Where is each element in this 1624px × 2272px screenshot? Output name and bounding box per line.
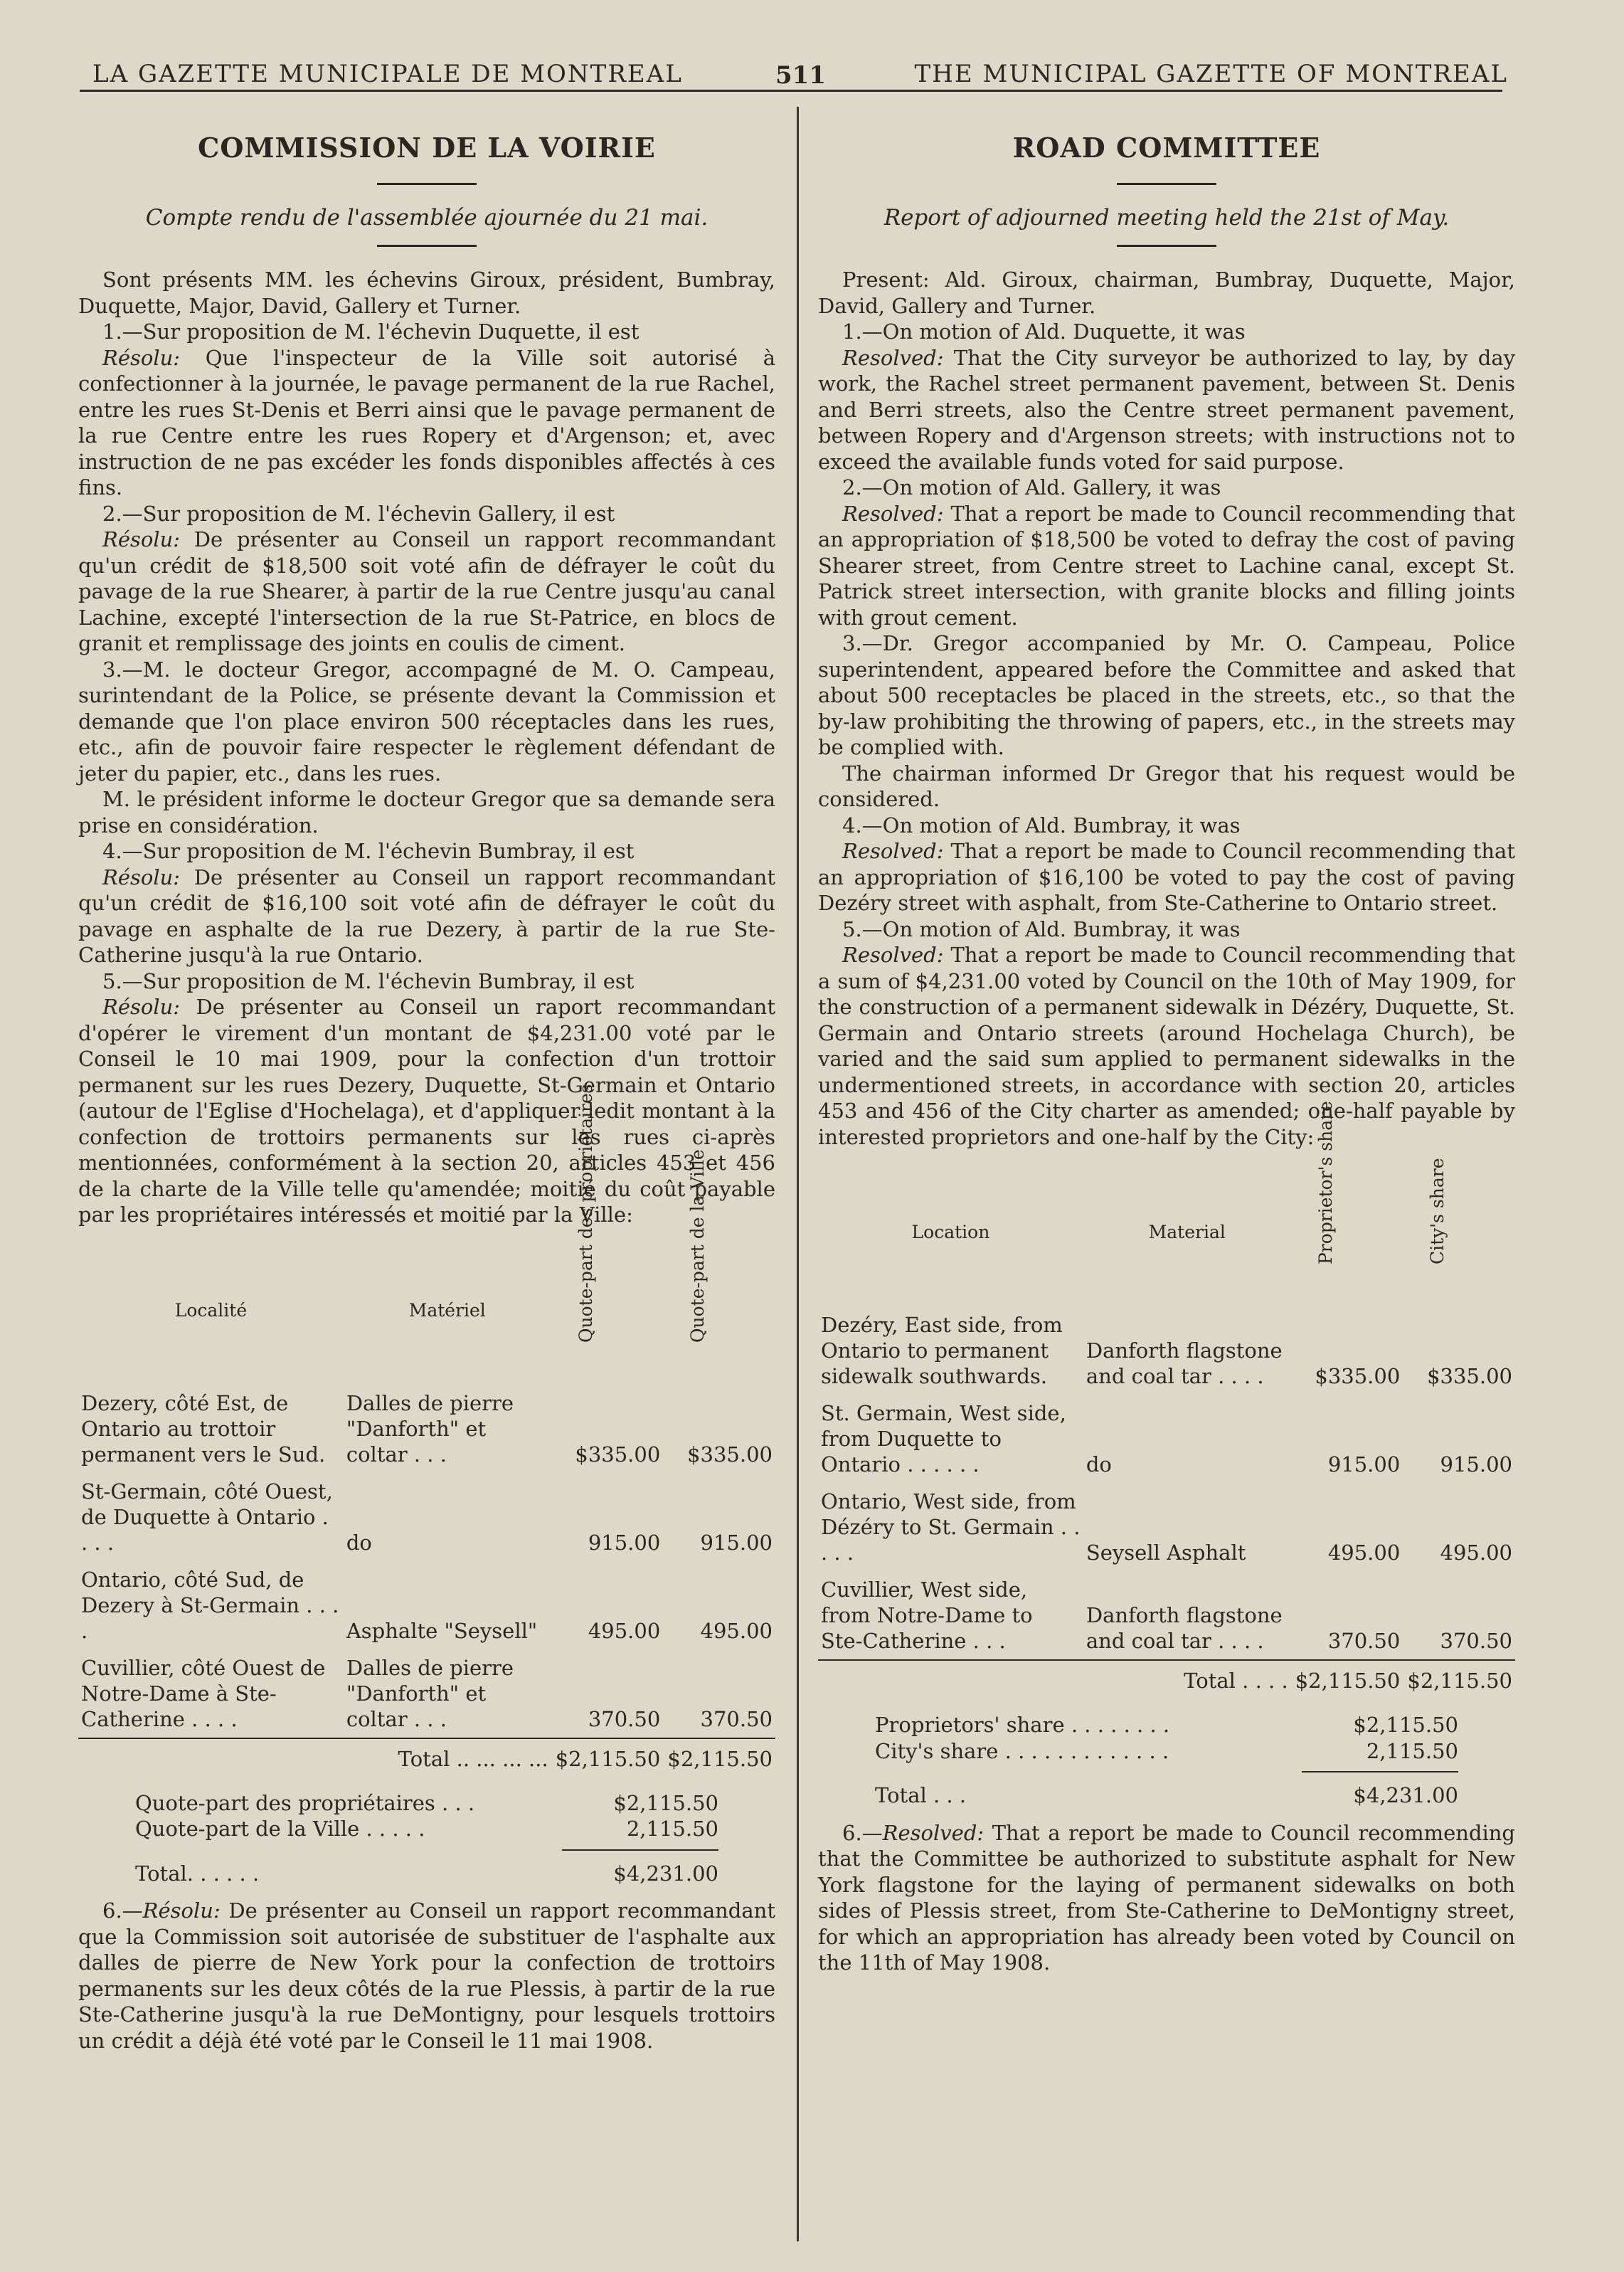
resolved-label: Resolved: — [842, 345, 944, 370]
col-header-localite: Localité — [174, 1299, 248, 1321]
item5-motion-en: 5.—On motion of Ald. Bumbray, it was — [842, 916, 1241, 941]
resolu-label: Résolu: — [102, 345, 181, 370]
subtitle-rule — [1117, 245, 1216, 247]
column-english — [818, 121, 1515, 1976]
item4-text: De présenter au Conseil un rapport recommandant qu'un crédit de $16,100 soit voté afin de défrayer le coût du pavage en asphalte de la rue Dezery, à partir de la rue Ste-Catherine jusqu'à la rue Ontario. — [78, 865, 775, 967]
item5-fr — [78, 994, 775, 1228]
col-header-proprietor: Proprietor's share — [1315, 1101, 1336, 1264]
resolu-label: Résolu: — [102, 995, 181, 1019]
sum-rule — [562, 1849, 718, 1851]
sidewalk-table-en — [818, 1101, 1515, 1699]
column-french — [78, 121, 775, 2054]
table-row: Ontario, côté Sud, de Dezery à St-Germain . . . . Asphalte "Seysell" 495.00 495.00 — [81, 1567, 773, 1643]
item6-en: 6.—Resolved: That a report be made to Council recommending that the Committee be authorized to substitute asphalt for New York flagstone for the laying of permanent sidewalks on both sides of Plessis street, from Ste-Catherine to DeMontigny street, for which an appropriation has already been voted by Council on the 11th of May 1908. — [818, 1820, 1515, 1975]
item3-fr: 3.—M. le docteur Gregor, accompagné de M. O. Campeau, surintendant de la Police, se présente devant la Commission et demande que l'on place environ 500 réceptacles dans les rues, etc., afin de pouvoir faire respecter le règlement défendant de jeter du papier, etc., dans les rues. — [78, 657, 775, 786]
col-header-location: Location — [911, 1222, 990, 1242]
item4-en: Resolved: That a report be made to Council recommending that an appropriation of $16,100 be voted to pay the cost of paving Dezéry street with asphalt, from Ste-Catherine to Ontario street. — [818, 839, 1515, 915]
resolved-label: Resolved: — [842, 501, 944, 526]
header-rule — [80, 90, 1502, 92]
item5-text: De présenter au Conseil un raport recommandant d'opérer le virement d'un montant de $4,231.00 voté par le Conseil le 10 mai 1909, pour la confection d'un trottoir permanent sur les rues Dezery, Duquette, St-Germain et Ontario (autour de l'Eglise d'Hochelaga), et d'appliquer ledit montant à la confection de trottoirs permanents sur les rues ci-après mentionnées, conformément à la section 20, articles 453 et 456 de la charte de la Ville telle qu'amendée; moitié du coût payable par les propriétaires intéressés et moitié par la Ville: — [78, 995, 775, 1227]
item4-motion-en: 4.—On motion of Ald. Bumbray, it was — [842, 813, 1241, 838]
column-divider — [797, 107, 799, 2241]
title-rule — [1117, 183, 1216, 185]
table-row: Cuvillier, côté Ouest de Notre-Dame à Ste-Catherine . . . . Dalles de pierre "Danforth" et coltar . . . 370.50 370.50 — [81, 1655, 773, 1731]
item5-en: Resolved: That a report be made to Council recommending that a sum of $4,231.00 voted by Council on the 10th of May 1909, for the construction of a permanent sidewalk in Dézéry, Duquette, St. Germain and Ontario streets (around Hochelaga Church), be varied and the said sum applied to permanent sidewalks in the undermentioned streets, in accordance with section 20, articles 453 and 456 of the City charter as amended; one-half payable by interested proprietors and one-half by the City: — [818, 943, 1515, 1149]
item2-motion-en: 2.—On motion of Ald. Gallery, it was — [842, 475, 1221, 500]
item4-fr — [78, 865, 775, 968]
item2-motion-fr: 2.—Sur proposition de M. l'échevin Gallery, il est — [102, 501, 615, 526]
table-row: St-Germain, côté Ouest, de Duquette à Ontario . . . . do 915.00 915.00 — [81, 1479, 773, 1555]
col-header-materiel: Matériel — [408, 1299, 486, 1321]
table-row: Cuvillier, West side, from Notre-Dame to Ste-Catherine . . . Danforth flagstone and coal tar . . . . 370.50 370.50 — [821, 1578, 1512, 1653]
resolved-label: Resolved: — [842, 839, 944, 863]
subtitle-en: Report of adjourned meeting held the 21st of May. — [883, 204, 1450, 231]
present-en: Present: Ald. Giroux, chairman, Bumbray, Duquette, Major, David, Gallery and Turner. — [818, 268, 1515, 318]
header-title-en: THE MUNICIPAL GAZETTE OF MONTREAL — [914, 60, 1508, 88]
section-title-fr: COMMISSION DE LA VOIRIE — [198, 132, 656, 164]
col-header-material: Material — [1148, 1222, 1226, 1242]
item1-en: Resolved: That the City surveyor be authorized to lay, by day work, the Rachel street permanent pavement, between St. Denis and Berri streets, also the Centre street permanent pavement, between Ropery and d'Argenson streets; with instructions not to exceed the available funds voted for said purpose. — [818, 345, 1515, 474]
table-total-row: Total . . . . $2,115.50 $2,115.50 — [818, 1660, 1515, 1699]
table-total-row: Total .. ... ... ... $2,115.50 $2,115.50 — [78, 1738, 775, 1777]
resolved-label: Resolved: — [842, 943, 944, 967]
resolu-label: Résolu: — [102, 527, 181, 551]
item1-fr — [78, 345, 775, 501]
present-fr: Sont présents MM. les échevins Giroux, président, Bumbray, Duquette, Major, David, Gallery et Turner. — [78, 268, 775, 318]
col-header-city: City's share — [1427, 1158, 1448, 1264]
subtitle-fr: Compte rendu de l'assemblée ajournée du 21 mai. — [145, 204, 708, 231]
page-header — [78, 51, 1515, 101]
item1-motion-fr: 1.—Sur proposition de M. l'échevin Duquette, il est — [102, 319, 639, 344]
item5-motion-fr: 5.—Sur proposition de M. l'échevin Bumbray, il est — [102, 968, 635, 993]
sum-rule — [1302, 1771, 1458, 1772]
table-row: Ontario, West side, from Dézéry to St. Germain . . . . . Seysell Asphalt 495.00 495.00 — [821, 1489, 1512, 1565]
section-title-en: ROAD COMMITTEE — [1012, 132, 1321, 164]
table-row: Dezery, côté Est, de Ontario au trottoir permanent vers le Sud. Dalles de pierre "Danforth" et coltar . . . $335.00 $335.00 — [81, 1390, 773, 1467]
item4-motion-fr: 4.—Sur proposition de M. l'échevin Bumbray, il est — [102, 839, 635, 863]
item1-text: Que l'inspecteur de la Ville soit autorisé à confectionner à la journée, le pavage permanent de la rue Rachel, entre les rues St-Denis et Berri ainsi que le pavage permanent de la rue Centre entre les rues Ropery et d'Argenson; et, avec instruction de ne pas excéder les fonds disponibles affectés à ces fins. — [78, 345, 775, 500]
item6-fr: 6.—Résolu: De présenter au Conseil un rapport recommandant que la Commission soit autorisée de substituer de l'asphalte aux dalles de pierre de New York pour la confection de trottoirs permanents sur les deux côtés de la rue Plessis, à partir de la rue Ste-Catherine jusqu'à la rue DeMontigny, pour lesquels trottoirs un crédit a déjà été voté par le Conseil le 11 mai 1908. — [78, 1898, 775, 2053]
col-header-prop: Quote-part des propriétaires — [575, 1083, 596, 1343]
table-row: St. Germain, West side, from Duquette to Ontario . . . . . . do 915.00 915.00 — [821, 1401, 1512, 1476]
item2-fr — [78, 527, 775, 657]
item3-reply-fr: M. le président informe le docteur Gregor que sa demande sera prise en considération. — [78, 787, 775, 838]
item2-en: Resolved: That a report be made to Council recommending that an appropriation of $18,500 be voted to defray the cost of paving Shearer street, from Centre street to Lachine canal, except St. Patrick street intersection, with granite blocks and filling joints with grout cement. — [818, 501, 1515, 630]
header-title-fr: LA GAZETTE MUNICIPALE DE MONTREAL — [92, 60, 683, 88]
col-header-ville: Quote-part de la Ville — [687, 1148, 708, 1343]
shares-fr: Quote-part des propriétaires . . . $2,115.50 Quote-part de la Ville . . . . . 2,115.50 Total. . . . . . $4,231.00 — [135, 1790, 718, 1886]
page-number: 511 — [775, 61, 826, 90]
table-row: Dezéry, East side, from Ontario to permanent sidewalk southwards. Danforth flagstone and coal tar . . . . $335.00 $335.00 — [821, 1313, 1512, 1388]
item1-motion-en: 1.—On motion of Ald. Duquette, it was — [842, 319, 1246, 344]
title-rule — [377, 183, 477, 185]
item3-en: 3.—Dr. Gregor accompanied by Mr. O. Campeau, Police superintendent, appeared before the Committee and asked that about 500 receptacles be placed in the streets, etc., so that the by-law prohibiting the throwing of papers, etc., in the streets may be complied with. — [818, 631, 1515, 759]
resolu-label: Résolu: — [102, 865, 181, 889]
shares-en: Proprietors' share . . . . . . . . $2,115.50 City's share . . . . . . . . . . . . . 2,115.50 Total . . . $4,231.00 — [875, 1713, 1458, 1807]
item2-text: De présenter au Conseil un rapport recommandant qu'un crédit de $18,500 soit voté afin de défrayer le coût du pavage de la rue Shearer, à partir de la rue Centre jusqu'au canal Lachine, excepté l'intersection de la rue St-Patrice, en blocs de granit et remplissage des joints en coulis de ciment. — [78, 527, 775, 655]
subtitle-rule — [377, 245, 477, 247]
item3-reply-en: The chairman informed Dr Gregor that his request would be considered. — [818, 761, 1515, 811]
